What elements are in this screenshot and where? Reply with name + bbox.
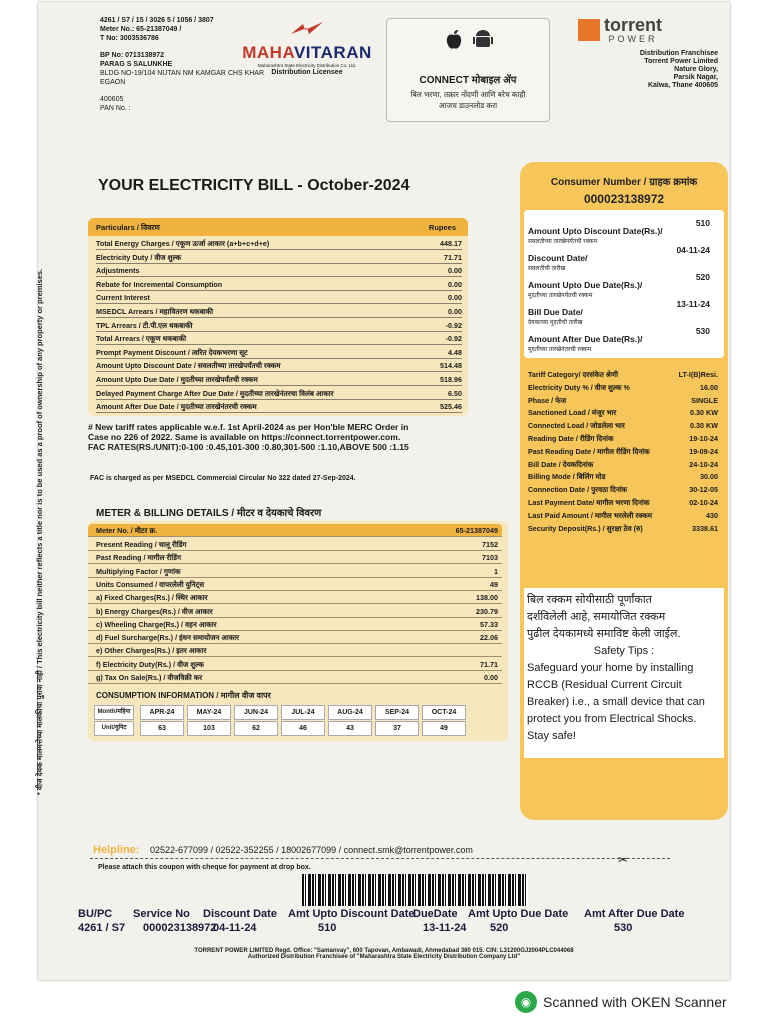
particulars-row bbox=[96, 375, 462, 386]
notice-line3: FAC RATES(RS./UNIT):0-100 :0.45,101-300 :0.80,301-500 :1.10,ABOVE 500 :1.15 bbox=[88, 442, 409, 452]
unit-cell: 46 bbox=[281, 721, 325, 736]
meter-row-label: Units Consumed / वापरलेली युनिट्स bbox=[96, 579, 205, 589]
particulars-label: MSEDCL Arrears / महावितरण थकबाकी bbox=[96, 307, 214, 316]
torrent-logo bbox=[578, 16, 718, 90]
particulars-label: Total Arrears / एकूण थकबाकी bbox=[96, 334, 187, 344]
footer-line2: Authorized Distribution Franchisee of "Maharashtra State Electricity Distribution Company Ltd" bbox=[247, 954, 521, 960]
tips-marathi1: बिल रक्कम सोयीसाठी पूर्णांकात bbox=[527, 594, 652, 606]
torrent-address bbox=[578, 50, 718, 90]
info-value: 0.30 KW bbox=[690, 421, 718, 431]
coupon-label: BU/PC bbox=[78, 908, 113, 920]
tips-marathi3: पुढील देयकामध्ये समाविष्ट केली जाईल. bbox=[527, 628, 681, 640]
t-no: T No: 3003536786 bbox=[100, 35, 159, 42]
helpline-label: Helpline: bbox=[93, 844, 140, 856]
meter-row bbox=[88, 538, 502, 551]
particulars-label: Rebate for Incremental Consumption bbox=[96, 279, 223, 289]
scanner-text: Scanned with OKEN Scanner bbox=[543, 994, 727, 1010]
particulars-header-value: Rupees bbox=[428, 223, 456, 232]
meter-no: Meter No.: 65-21387049 / bbox=[100, 26, 182, 33]
info-value: LT-I(B)Resi. bbox=[678, 370, 718, 379]
coupon-value: 04-11-24 bbox=[213, 922, 257, 934]
particulars-row bbox=[96, 321, 462, 332]
meter-row bbox=[88, 605, 502, 618]
torrent-line1: Torrent Power Limited bbox=[644, 58, 718, 65]
bill-title: YOUR ELECTRICITY BILL - October-2024 bbox=[98, 177, 410, 194]
info-label: Billing Mode / बिलिंग मोड bbox=[528, 472, 606, 482]
amount-sub: मुदतीच्या तारखेनंतरची रक्कम bbox=[528, 347, 592, 353]
connect-line1: बिल भरणा, तक्रार नोंदणी आणि बरेच काही bbox=[410, 90, 526, 99]
distribution-licensee: Distribution Licensee bbox=[271, 69, 343, 76]
particulars-row bbox=[96, 307, 462, 318]
coupon-note: Please attach this coupon with cheque for payment at drop box. bbox=[98, 864, 311, 871]
info-value: 30.00 bbox=[700, 472, 718, 482]
pan-no: PAN No. : bbox=[100, 105, 131, 112]
amounts-box bbox=[524, 210, 724, 358]
unit-cell: 63 bbox=[140, 721, 184, 736]
notice-line1: # New tariff rates applicable w.e.f. 1st April-2024 as per Hon'ble MERC Order in bbox=[88, 422, 409, 432]
coupon-label: Discount Date bbox=[203, 908, 277, 920]
meter-row-value: 7152 bbox=[482, 540, 498, 549]
particulars-header bbox=[88, 218, 468, 236]
helpline bbox=[93, 844, 473, 856]
info-label: Phase / फेज bbox=[528, 395, 567, 405]
meter-number: 65-21387049 bbox=[455, 526, 498, 535]
torrent-franchise: Distribution Franchisee bbox=[639, 50, 718, 57]
month-cell: OCT-24 bbox=[422, 705, 466, 720]
meter-row-value: 22.06 bbox=[480, 633, 498, 643]
particulars-label: Amount Upto Due Date / मुदतीच्या तारखेपर्यंतची रक्कम bbox=[96, 375, 258, 384]
address-line2: EGAON bbox=[100, 79, 126, 86]
info-label: Sanctioned Load / मंजूर भार bbox=[528, 408, 617, 418]
particulars-value: 71.71 bbox=[444, 252, 462, 262]
info-label: Last Payment Date/ मागील भरणा दिनांक bbox=[528, 498, 650, 507]
particulars-row bbox=[96, 389, 462, 400]
mahavitaran-sub: Maharashtra State Electricity Distribution Co. Ltd. bbox=[257, 63, 357, 68]
amount-label: Amount Upto Discount Date(Rs.)/ bbox=[528, 226, 663, 236]
scissors-icon: ✂ bbox=[618, 853, 629, 867]
particulars-value: -0.92 bbox=[445, 334, 462, 344]
meter-row-label: g) Tax On Sale(Rs.) / वीजविक्री कर bbox=[96, 673, 203, 682]
coupon-value: 000023138972 bbox=[143, 922, 217, 934]
meter-row-label: c) Wheeling Charge(Rs.) / वहन आकार bbox=[96, 619, 217, 629]
mahavitaran-logo bbox=[232, 20, 382, 77]
particulars-row bbox=[96, 266, 462, 277]
tips-marathi2: दर्शविलेली आहे, समायोजित रक्कम bbox=[527, 611, 666, 623]
unit-cell: 43 bbox=[328, 721, 372, 736]
consumer-label: Consumer Number / ग्राहक क्रमांक bbox=[550, 177, 698, 188]
meter-row bbox=[88, 671, 502, 684]
vertical-disclaimer: * वीज देयक मालमत्तेच्या मालकीचा पुरावा नाही / This electricity bill neither reflects a title nor is to be used as a proof of ownership of any property or premises. bbox=[35, 268, 44, 796]
particulars-row bbox=[96, 253, 462, 264]
particulars-label: Electricity Duty / वीज शुल्क bbox=[96, 252, 182, 262]
info-value: 24-10-24 bbox=[689, 459, 718, 469]
footer-line1: TORRENT POWER LIMITED Regd. Office: "Samanvay", 600 Tapovan, Ambawadi, Ahmedabad 380 015. CIN: L31200GJ2004PLC044068 bbox=[194, 948, 574, 954]
amount-value: 530 bbox=[695, 326, 710, 336]
torrent-line4: Kalwa, Thane 400605 bbox=[647, 82, 718, 89]
amount-value: 520 bbox=[695, 272, 710, 282]
meter-row-value: 138.00 bbox=[476, 593, 498, 603]
meter-row bbox=[88, 644, 502, 657]
amount-value: 04-11-24 bbox=[676, 245, 710, 255]
torrent-power: POWER bbox=[608, 34, 658, 44]
amount-sub: मुदतीच्या तारखेपर्यंतची रक्कम bbox=[528, 293, 593, 299]
amount-sub: सवलतीची तारीख bbox=[528, 266, 566, 272]
coupon-label: Amt Upto Discount Date bbox=[288, 908, 415, 920]
torrent-mark-icon bbox=[578, 19, 600, 41]
meter-row-value: 49 bbox=[490, 579, 498, 589]
amount-sub: सवलतीच्या तारखेपर्यंतची रक्कम bbox=[528, 239, 598, 245]
particulars-value: -0.92 bbox=[445, 320, 462, 330]
amount-label: Amount Upto Due Date(Rs.)/ bbox=[528, 280, 643, 290]
month-cell: SEP-24 bbox=[375, 705, 419, 720]
coupon-value: 510 bbox=[318, 922, 337, 934]
meter-header bbox=[88, 524, 502, 537]
month-cell: APR-24 bbox=[140, 705, 184, 720]
info-value: 0.30 KW bbox=[690, 408, 718, 418]
tariff-notice bbox=[88, 422, 508, 452]
bp-no: BP No: 0713138972 bbox=[100, 52, 165, 59]
address-line1: BLDG NO-19/104 NUTAN NM KAMGAR CHS KHAR bbox=[100, 70, 265, 77]
month-cell: AUG-24 bbox=[328, 705, 372, 720]
info-label: Tariff Category/ दरसंकेत श्रेणी bbox=[528, 370, 618, 379]
particulars-header-label: Particulars / विवरण bbox=[96, 223, 160, 232]
cut-line bbox=[90, 858, 670, 859]
info-value: 19-10-24 bbox=[689, 434, 718, 443]
unit-cell: 62 bbox=[234, 721, 278, 736]
torrent-line3: Parsik Nagar, bbox=[673, 74, 718, 81]
meter-row-value: 7103 bbox=[482, 553, 498, 563]
particulars-label: Total Energy Charges / एकूण ऊर्जा आकार (a+b+c+d+e) bbox=[96, 239, 270, 248]
torrent-brand: torrent bbox=[604, 15, 662, 35]
notice-line2: Case no 226 of 2022. Same is available on https://connect.torrentpower.com. bbox=[88, 432, 401, 442]
consumer-name: PARAG S SALUNKHE bbox=[100, 61, 173, 68]
meter-row-label: d) Fuel Surcharge(Rs.) / इंधन समायोजन आकार bbox=[96, 633, 240, 643]
brand-vitaran: VITARAN bbox=[293, 43, 372, 62]
info-label: Reading Date / रीडिंग दिनांक bbox=[528, 434, 614, 443]
meter-row-label: Multiplying Factor / गुणांक bbox=[96, 566, 181, 576]
coupon-label: DueDate bbox=[413, 908, 458, 920]
unit-label-cell: Unit/युनिट bbox=[94, 721, 134, 736]
safety-tips-box bbox=[524, 588, 724, 758]
meter-row bbox=[88, 631, 502, 644]
particulars-row bbox=[96, 280, 462, 291]
meter-row-value: 230.79 bbox=[476, 606, 498, 616]
amount-sub: देयकाच्या मुदतीची तारीख bbox=[528, 320, 583, 326]
meter-row bbox=[88, 578, 502, 591]
unit-cell: 37 bbox=[375, 721, 419, 736]
pin-code: 400605 bbox=[100, 96, 124, 103]
consumption-title: CONSUMPTION INFORMATION / मागील वीज वापर bbox=[96, 691, 271, 700]
particulars-label: Delayed Payment Charge After Due Date / मुदतीच्या तारखेनंतरचा विलंब आकार bbox=[96, 388, 334, 398]
scanner-logo-icon: ◉ bbox=[515, 991, 537, 1013]
account-line: 4261 / S7 / 15 / 3026 5 / 1056 / 3807 bbox=[100, 17, 214, 24]
footer bbox=[38, 948, 730, 960]
amount-value: 13-11-24 bbox=[676, 299, 710, 309]
meter-row bbox=[88, 551, 502, 564]
meter-row-label: a) Fixed Charges(Rs.) / स्थिर आकार bbox=[96, 593, 208, 603]
apple-icon bbox=[445, 29, 463, 51]
meter-title: METER & BILLING DETAILS / मीटर व देयकाचे विवरण bbox=[96, 508, 322, 519]
coupon-label: Service No bbox=[133, 908, 190, 920]
particulars-value: 0.00 bbox=[448, 293, 462, 303]
particulars-value: 448.17 bbox=[440, 239, 462, 248]
brand-maha: MAHA bbox=[242, 43, 294, 62]
connect-title: CONNECT मोबाइल ॲप bbox=[419, 75, 517, 86]
info-value: 430 bbox=[706, 510, 718, 520]
meter-row-label: e) Other Charges(Rs.) / इतर आकार bbox=[96, 646, 207, 656]
month-cell: MAY-24 bbox=[187, 705, 231, 720]
amount-label: Bill Due Date/ bbox=[528, 307, 583, 317]
coupon-value: 4261 / S7 bbox=[78, 922, 126, 934]
bill-page bbox=[35, 2, 730, 980]
particulars-table bbox=[88, 218, 468, 416]
particulars-row bbox=[96, 348, 462, 359]
meter-header-label: Meter No. / मीटर क्र. bbox=[96, 526, 157, 535]
particulars-row bbox=[96, 361, 462, 372]
coupon-value: 13-11-24 bbox=[423, 922, 467, 934]
unit-cell: 103 bbox=[187, 721, 231, 736]
month-cell: JUN-24 bbox=[234, 705, 278, 720]
meter-row-value: 57.33 bbox=[480, 619, 498, 629]
connect-app-box[interactable] bbox=[386, 18, 550, 122]
meter-row bbox=[88, 658, 502, 671]
info-value: 30-12-05 bbox=[689, 485, 718, 495]
lightning-icon bbox=[287, 20, 327, 38]
info-label: Last Paid Amount / मागील भरलेली रक्कम bbox=[528, 510, 653, 520]
info-label: Connection Date / पुरवठा दिनांक bbox=[528, 485, 628, 495]
meter-row bbox=[88, 618, 502, 631]
particulars-label: Prompt Payment Discount / त्वरित देयकभरणा सूट bbox=[96, 347, 248, 357]
particulars-row bbox=[96, 334, 462, 345]
android-icon bbox=[473, 29, 493, 51]
coupon-label: Amt After Due Date bbox=[584, 908, 685, 920]
info-label: Connected Load / जोडलेला भार bbox=[528, 421, 625, 431]
info-value: 3338.61 bbox=[692, 523, 718, 533]
barcode bbox=[302, 874, 528, 906]
unit-cell: 49 bbox=[422, 721, 466, 736]
particulars-label: Current Interest bbox=[96, 293, 150, 303]
tips-heading: Safety Tips : bbox=[593, 645, 655, 657]
meter-row-value: 0.00 bbox=[484, 673, 498, 682]
tips-text: Safeguard your home by installing RCCB (Residual Current Circuit Breaker) i.e., a small device that can protect you from Electrical Shocks. Stay safe! bbox=[527, 662, 705, 742]
particulars-value: 4.48 bbox=[448, 347, 462, 357]
consumer-number-block bbox=[522, 174, 726, 206]
particulars-label: TPL Arrears / टी.पी.एल थकबाकी bbox=[96, 320, 193, 330]
particulars-label: Amount Upto Discount Date / सवलतीच्या तारखेपर्यंतची रक्कम bbox=[96, 361, 281, 371]
meter-row bbox=[88, 565, 502, 578]
coupon-value: 520 bbox=[490, 922, 509, 934]
info-label: Bill Date / देयकदिनांक bbox=[528, 459, 594, 469]
particulars-value: 518.96 bbox=[440, 375, 462, 384]
fac-note: FAC is charged as per MSEDCL Commercial Circular No 322 dated 27-Sep-2024. bbox=[90, 475, 356, 482]
particulars-value: 514.48 bbox=[440, 361, 462, 371]
torrent-line2: Nature Glory, bbox=[674, 66, 718, 73]
particulars-value: 0.00 bbox=[448, 266, 462, 276]
info-value: SINGLE bbox=[691, 395, 718, 405]
meter-row-label: Present Reading / चालू रीडिंग bbox=[96, 540, 187, 549]
meter-row-value: 71.71 bbox=[480, 659, 498, 669]
info-label: Security Deposit(Rs.) / सुरक्षा ठेव (रु) bbox=[528, 523, 643, 533]
consumer-number: 000023138972 bbox=[583, 192, 665, 206]
particulars-row bbox=[96, 293, 462, 304]
info-value: 16.00 bbox=[700, 382, 718, 392]
month-cell: JUL-24 bbox=[281, 705, 325, 720]
scanner-watermark bbox=[515, 991, 727, 1013]
info-label: Electricity Duty % / वीज शुल्क % bbox=[528, 382, 630, 392]
month-label-cell: Month/महिना bbox=[94, 705, 134, 720]
coupon-label: Amt Upto Due Date bbox=[468, 908, 569, 920]
particulars-value: 6.50 bbox=[448, 388, 462, 398]
meter-row-label: f) Electricity Duty(Rs.) / वीज शुल्क bbox=[96, 659, 204, 669]
info-value: 19-09-24 bbox=[689, 446, 718, 456]
amount-value: 510 bbox=[695, 218, 710, 228]
particulars-value: 525.46 bbox=[440, 402, 462, 412]
coupon-value: 530 bbox=[614, 922, 633, 934]
meter-row-value: 1 bbox=[494, 566, 498, 576]
meter-row-label: b) Energy Charges(Rs.) / वीज आकार bbox=[96, 606, 213, 616]
particulars-row bbox=[96, 402, 462, 413]
connect-line2: आजच डाउनलोड करा bbox=[438, 101, 498, 110]
helpline-text: 02522-677099 / 02522-352255 / 18002677099 / connect.smk@torrentpower.com bbox=[149, 845, 473, 855]
amount-label: Amount After Due Date(Rs.)/ bbox=[528, 334, 643, 344]
particulars-row bbox=[96, 239, 462, 250]
meter-row bbox=[88, 591, 502, 604]
particulars-value: 0.00 bbox=[448, 307, 462, 316]
particulars-label: Adjustments bbox=[96, 266, 140, 276]
particulars-value: 0.00 bbox=[448, 279, 462, 289]
meter-row-label: Past Reading / मागील रीडिंग bbox=[96, 553, 182, 563]
info-label: Past Reading Date / मागील रीडिंग दिनांक bbox=[528, 446, 650, 456]
particulars-label: Amount After Due Date / मुदतीच्या तारखेनंतरची रक्कम bbox=[96, 402, 257, 412]
amount-label: Discount Date/ bbox=[528, 253, 588, 263]
info-value: 02-10-24 bbox=[689, 498, 718, 507]
